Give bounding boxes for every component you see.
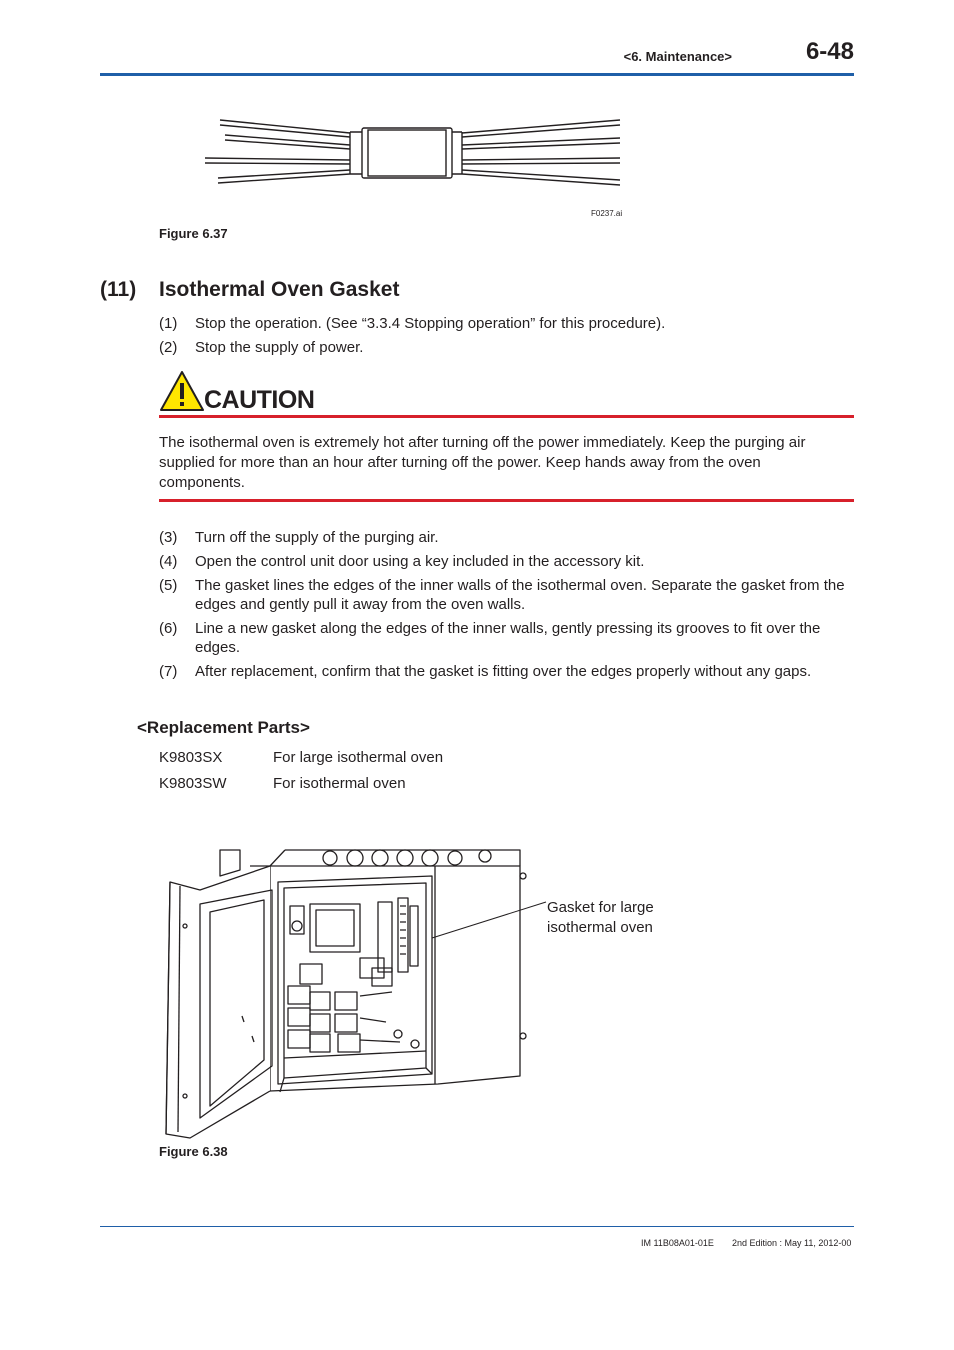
section-heading: [100, 278, 399, 302]
step-text: Open the control unit door using a key included in the accessory kit.: [195, 553, 645, 570]
step-text: Line a new gasket along the edges of the inner walls, gently pressing its grooves to fit over the edges.: [195, 620, 821, 656]
step-item: [159, 314, 849, 333]
step-number: (2): [159, 339, 178, 356]
callout-line-1: Gasket for large: [547, 899, 654, 916]
section-title: Isothermal Oven Gasket: [159, 278, 400, 301]
part-row: [159, 749, 443, 766]
part-code: K9803SW: [159, 775, 227, 792]
step-text: Stop the operation. (See “3.3.4 Stopping operation” for this procedure).: [195, 315, 666, 332]
footer-edition: 2nd Edition : May 11, 2012-00: [732, 1238, 852, 1248]
part-row: [159, 775, 406, 792]
step-item: [159, 576, 849, 614]
figure-637-caption: Figure 6.37: [159, 226, 228, 241]
caution-title: CAUTION: [204, 386, 315, 414]
part-description: For isothermal oven: [273, 775, 406, 792]
step-number: (7): [159, 663, 178, 680]
header-rule: [100, 73, 854, 76]
caution-body: The isothermal oven is extremely hot after turning off the power immediately. Keep the purging air supplied for more than an hour after turning off the power. Keep hands away from the oven components.: [159, 434, 806, 491]
step-item: [159, 662, 849, 681]
step-text: Stop the supply of power.: [195, 339, 364, 356]
step-number: (1): [159, 315, 178, 332]
step-item: [159, 552, 849, 571]
figure-638-control-unit-drawing: [160, 846, 550, 1142]
step-number: (5): [159, 577, 178, 594]
warning-triangle-icon: [159, 370, 205, 412]
footer-document-id: IM 11B08A01-01E: [641, 1238, 714, 1248]
replacement-parts-heading: <Replacement Parts>: [137, 718, 310, 737]
step-number: (6): [159, 620, 178, 637]
figure-638-caption: Figure 6.38: [159, 1144, 228, 1159]
step-item: [159, 338, 849, 357]
step-text: Turn off the supply of the purging air.: [195, 529, 439, 546]
step-item: [159, 528, 849, 547]
footer-rule: [100, 1226, 854, 1227]
figure-637-file-label: F0237.ai: [591, 209, 623, 218]
part-code: K9803SX: [159, 749, 223, 766]
caution-bottom-rule: [159, 499, 854, 502]
step-text: After replacement, confirm that the gasket is fitting over the edges properly without any gaps.: [195, 663, 812, 680]
step-item: [159, 619, 849, 657]
gasket-callout-label: [547, 898, 654, 938]
step-number: (3): [159, 529, 178, 546]
figure-637-connector-drawing: [200, 100, 630, 200]
header-section-label: <6. Maintenance>: [623, 49, 732, 64]
caution-top-rule: [159, 415, 854, 418]
step-number: (4): [159, 553, 178, 570]
page-number: 6-48: [805, 38, 854, 65]
step-text: The gasket lines the edges of the inner walls of the isothermal oven. Separate the gasket from the edges and gently pull it away from the oven walls.: [195, 577, 845, 613]
callout-line-2: isothermal oven: [547, 919, 653, 936]
part-description: For large isothermal oven: [273, 749, 444, 766]
section-number: (11): [100, 278, 137, 301]
